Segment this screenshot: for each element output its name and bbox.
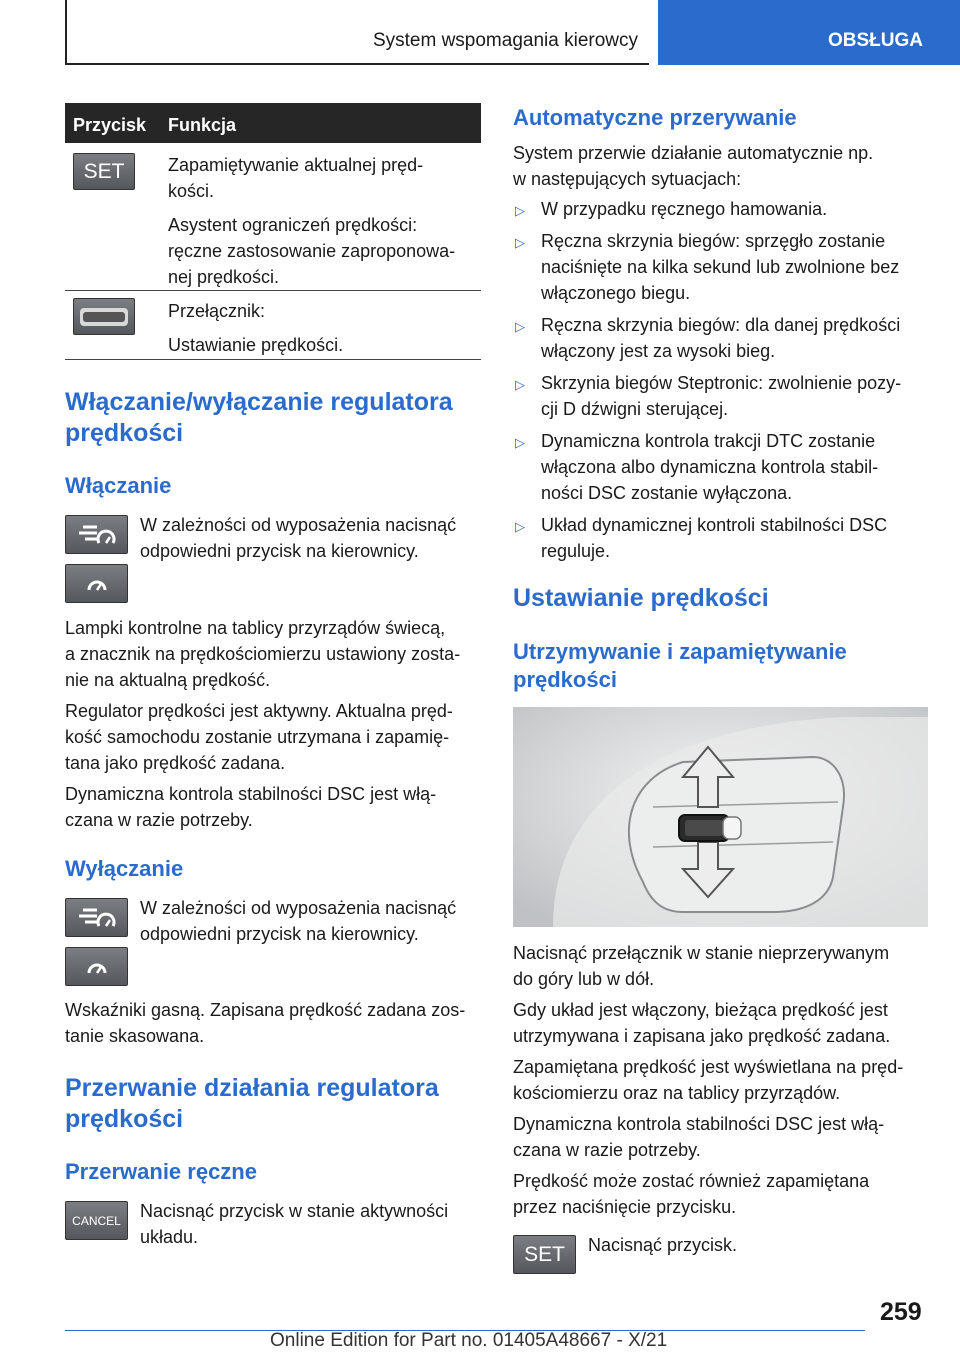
heading-manual-interrupt: Przerwanie ręczne bbox=[65, 1159, 257, 1184]
list-item: ▷ Układ dynamicznej kontroli stabilności DSC reguluje. bbox=[515, 515, 888, 561]
set-speed-paragraph-5: Prędkość może zostać również zapamiętana przez naciśnięcie przycisku. bbox=[513, 1171, 870, 1217]
disable-paragraph: Wskaźniki gasną. Zapisana prędkość zadana zos- tanie skasowana. bbox=[65, 1000, 466, 1046]
enable-paragraph-3: Dynamiczna kontrola stabilności DSC jest włą- czana w razie potrzeby. bbox=[65, 784, 437, 830]
set-speed-paragraph-2: Gdy układ jest włączony, bieżąca prędkość jest utrzymywana i zapisana jako prędkość zadana. bbox=[513, 1000, 891, 1046]
table-col-function: Funkcja bbox=[168, 115, 237, 135]
cruise-control-icon-2 bbox=[65, 898, 128, 937]
set-press-text: Nacisnąć przycisk. bbox=[588, 1235, 738, 1255]
auto-intro: System przerwie działanie automatycznie np. w następujących sytuacjach: bbox=[513, 143, 874, 189]
table-row-switch-text: Przełącznik: Ustawianie prędkości. bbox=[168, 301, 344, 355]
enable-paragraph-2: Regulator prędkości jest aktywny. Aktualna pręd- kość samochodu zostanie utrzymana i zapamię- tana jako prędkość zadana. bbox=[65, 701, 453, 773]
heading-keep-speed: Utrzymywanie i zapamiętywanie prędkości bbox=[513, 639, 847, 692]
rocker-switch-icon bbox=[73, 298, 135, 335]
list-item: ▷ Dynamiczna kontrola trakcji DTC zostanie włączona albo dynamiczna kontrola stabil- ności DSC zostanie wyłączona. bbox=[515, 431, 879, 503]
cruise-off-icon bbox=[65, 947, 128, 986]
triangle-bullet-icon: ▷ bbox=[515, 203, 525, 218]
header-section-title: System wspomagania kierowcy bbox=[372, 30, 638, 51]
triangle-bullet-icon: ▷ bbox=[515, 235, 525, 250]
header-left-rule bbox=[65, 0, 67, 64]
triangle-bullet-icon: ▷ bbox=[515, 377, 525, 392]
heading-enable: Włączanie bbox=[65, 473, 172, 498]
table-header bbox=[65, 103, 481, 143]
header-bottom-rule bbox=[65, 63, 649, 65]
steering-wheel-switch-image bbox=[513, 707, 928, 927]
table-col-button: Przycisk bbox=[73, 115, 147, 135]
heading-auto-interrupt: Automatyczne przerywanie bbox=[513, 105, 797, 130]
triangle-bullet-icon: ▷ bbox=[515, 435, 525, 450]
heading-interrupt: Przerwanie działania regulatora prędkości bbox=[65, 1074, 439, 1133]
set-speed-paragraph-4: Dynamiczna kontrola stabilności DSC jest włą- czana w razie potrzeby. bbox=[513, 1114, 885, 1160]
enable-text: W zależności od wyposażenia nacisnąć odpowiedni przycisk na kierownicy. bbox=[140, 515, 457, 561]
cruise-control-icon bbox=[65, 515, 128, 554]
list-item: ▷ Ręczna skrzynia biegów: sprzęgło zostanie naciśnięte na kilka sekund lub zwolnione bez włączonego biegu. bbox=[515, 231, 900, 303]
heading-on-off: Włączanie/wyłączanie regulatora prędkości bbox=[65, 388, 453, 447]
list-item: ▷ Ręczna skrzynia biegów: dla danej prędkości włączony jest za wysoki bieg. bbox=[515, 315, 901, 361]
heading-disable: Wyłączanie bbox=[65, 856, 184, 881]
auto-interrupt-list bbox=[513, 196, 933, 570]
table-bottom-rule bbox=[65, 359, 481, 360]
set-speed-paragraph-1: Nacisnąć przełącznik w stanie nieprzerywanym do góry lub w dół. bbox=[513, 943, 890, 989]
cancel-text: Nacisnąć przycisk w stanie aktywności układu. bbox=[140, 1201, 449, 1247]
footer-edition: Online Edition for Part no. 01405A48667 - X/21 bbox=[270, 1330, 668, 1351]
list-item: ▷ Skrzynia biegów Steptronic: zwolnienie pozy- cji D dźwigni sterującej. bbox=[515, 373, 902, 419]
page-number: 259 bbox=[880, 1298, 922, 1326]
heading-set-speed: Ustawianie prędkości bbox=[513, 584, 769, 612]
cancel-button-icon: CANCEL bbox=[65, 1201, 128, 1240]
disable-text: W zależności od wyposażenia nacisnąć odpowiedni przycisk na kierownicy. bbox=[140, 898, 457, 944]
header-chapter-tab: OBSŁUGA bbox=[658, 0, 960, 65]
enable-paragraph-1: Lampki kontrolne na tablicy przyrządów świecą, a znacznik na prędkościomierzu ustawiony zosta- nie na aktualną prędkość. bbox=[65, 618, 461, 690]
triangle-bullet-icon: ▷ bbox=[515, 319, 525, 334]
list-item: ▷ W przypadku ręcznego hamowania. bbox=[513, 196, 933, 222]
triangle-bullet-icon: ▷ bbox=[515, 519, 525, 534]
set-button-icon: SET bbox=[73, 153, 135, 190]
table-row-divider bbox=[65, 290, 481, 291]
set-speed-paragraph-3: Zapamiętana prędkość jest wyświetlana na pręd- kościomierzu oraz na tablicy przyrządów. bbox=[513, 1057, 904, 1103]
cruise-on-icon bbox=[65, 564, 128, 603]
set-button-icon-2: SET bbox=[513, 1235, 576, 1274]
table-row-set-text: Zapamiętywanie aktualnej pręd- kości. Asystent ograniczeń prędkości: ręczne zastosowanie zaproponowa- nej prędkości. bbox=[168, 155, 456, 287]
